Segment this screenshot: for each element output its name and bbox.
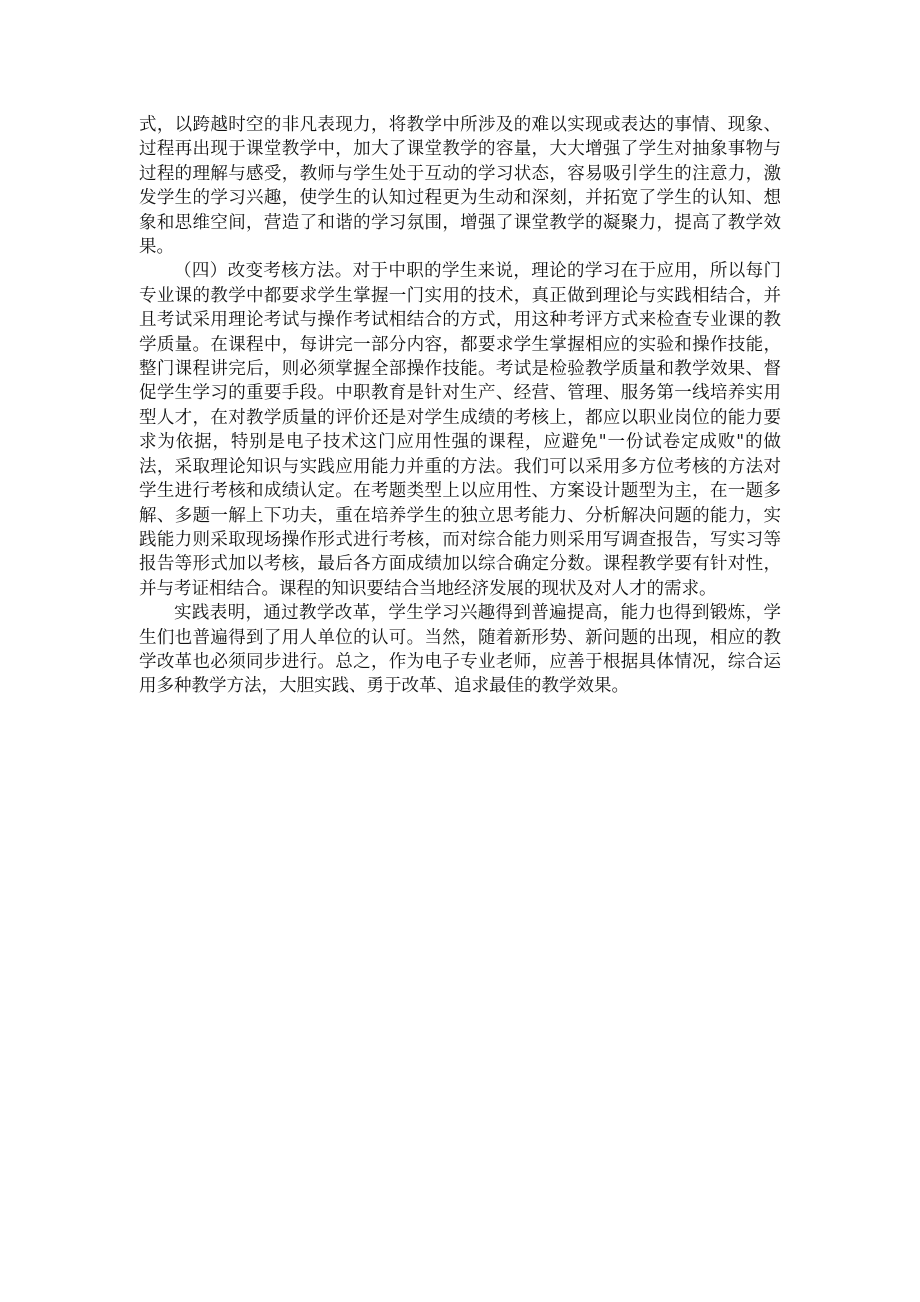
document-body	[139, 113, 781, 699]
paragraph-continuation: 式，以跨越时空的非凡表现力，将教学中所涉及的难以实现或表达的事情、现象、过程再出现于课堂教学中，加大了课堂教学的容量，大大增强了学生对抽象事物与过程的理解与感受，教师与学生处于互动的学习状态，容易吸引学生的注意力，激发学生的学习兴趣，使学生的认知过程更为生动和深刻，并拓宽了学生的认知、想象和思维空间，营造了和谐的学习氛围，增强了课堂教学的凝聚力，提高了教学效果。	[139, 115, 781, 258]
paragraph-assessment-method: （四）改变考核方法。对于中职的学生来说，理论的学习在于应用，所以每门专业课的教学中都要求学生掌握一门实用的技术，真正做到理论与实践相结合，并且考试采用理论考试与操作考试相结合的方式，用这种考评方式来检查专业课的教学质量。在课程中，每讲完一部分内容，都要求学生掌握相应的实验和操作技能，整门课程讲完后，则必须掌握全部操作技能。考试是检验教学质量和教学效果、督促学生学习的重要手段。中职教育是针对生产、经营、管理、服务第一线培养实用型人才，在对教学质量的评价还是对学生成绩的考核上，都应以职业岗位的能力要求为依据，特别是电子技术这门应用性强的课程，应避免"一份试卷定成败"的做法，采取理论知识与实践应用能力并重的方法。我们可以采用多方位考核的方法对学生进行考核和成绩认定。在考题类型上以应用性、方案设计题型为主，在一题多解、多题一解上下功夫，重在培养学生的独立思考能力、分析解决问题的能力，实践能力则采取现场操作形式进行考核，而对综合能力则采用写调查报告，写实习等报告等形式加以考核，最后各方面成绩加以综合确定分数。课程教学要有针对性，并与考证相结合。课程的知识要结合当地经济发展的现状及对人才的需求。	[139, 261, 781, 599]
paragraph-conclusion: 实践表明，通过教学改革，学生学习兴趣得到普遍提高，能力也得到锻炼，学生们也普遍得到了用人单位的认可。当然，随着新形势、新问题的出现，相应的教学改革也必须同步进行。总之，作为电子专业老师，应善于根据具体情况，综合运用多种教学方法，大胆实践、勇于改革、追求最佳的教学效果。	[139, 603, 781, 697]
